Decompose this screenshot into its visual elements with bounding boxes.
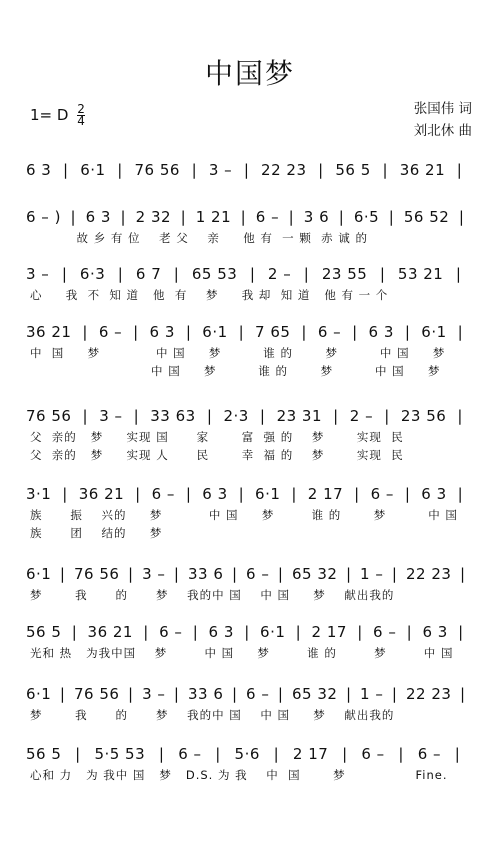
- measure: 6 –: [98, 323, 123, 341]
- measure: 2 17: [307, 485, 344, 503]
- notes-row: [26, 158, 474, 182]
- barline: |: [342, 745, 348, 763]
- barline: |: [238, 485, 245, 503]
- barline: |: [345, 565, 352, 583]
- measure: 6·1: [26, 565, 52, 583]
- lyric-line: 心和 力 为 我中 国 梦 D.S. 为 我 中 国 梦 Fine.: [30, 768, 448, 782]
- barline: |: [173, 685, 180, 703]
- barline: |: [59, 565, 66, 583]
- measure: 6 –: [417, 745, 442, 763]
- measure: 5·6: [234, 745, 260, 763]
- notes-row: [26, 320, 474, 344]
- barline: |: [384, 407, 390, 425]
- measure: 56 52: [403, 208, 450, 226]
- barline: |: [338, 208, 345, 226]
- measure: 6 –: [159, 623, 183, 641]
- measure: 3 –: [142, 685, 166, 703]
- score-system: [26, 620, 474, 662]
- measure: 2 –: [267, 265, 292, 283]
- measure: 56 5: [26, 745, 62, 763]
- measure: 6 3: [202, 485, 228, 503]
- measure: 6 3: [149, 323, 175, 341]
- measure: 6 3: [368, 323, 394, 341]
- barline: |: [391, 565, 398, 583]
- measure: 2 32: [135, 208, 172, 226]
- barline: |: [357, 623, 363, 641]
- measure: 6·1: [260, 623, 286, 641]
- barline: |: [345, 685, 352, 703]
- notes-row: [26, 682, 474, 706]
- measure: 2 17: [311, 623, 347, 641]
- measure: 1 –: [360, 565, 384, 583]
- barline: |: [173, 265, 180, 283]
- barline: |: [127, 565, 134, 583]
- notes-row: [26, 482, 474, 506]
- measure: 65 32: [291, 565, 338, 583]
- measure: 6 3: [26, 161, 52, 179]
- measure: 6 –: [373, 623, 397, 641]
- key-signature: [30, 104, 85, 127]
- barline: |: [185, 323, 192, 341]
- lyric-line: 族 振 兴的 梦 中 国 梦 谁 的 梦 中 国: [30, 508, 458, 522]
- barline: |: [173, 565, 180, 583]
- notes-row: [26, 562, 474, 586]
- barline: |: [406, 623, 413, 641]
- measure: 6·5: [353, 208, 380, 226]
- composer: 刘北休 曲: [413, 123, 472, 139]
- barline: |: [180, 208, 187, 226]
- barline: |: [143, 623, 149, 641]
- measure: 6 –: [370, 485, 394, 503]
- barline: |: [277, 685, 284, 703]
- measure: 1 –: [360, 685, 384, 703]
- measure: 6 3: [421, 485, 447, 503]
- measure: 56 5: [26, 623, 62, 641]
- measure: 76 56: [26, 407, 72, 425]
- measure: 36 21: [87, 623, 133, 641]
- barline: |: [288, 208, 295, 226]
- barline: |: [127, 685, 134, 703]
- barline: |: [135, 485, 141, 503]
- notes-row: [26, 205, 474, 229]
- barline: |: [352, 323, 358, 341]
- barline: |: [244, 623, 250, 641]
- barline: |: [231, 685, 238, 703]
- barline: |: [457, 323, 464, 341]
- measure: 6 3: [422, 623, 448, 641]
- barline: |: [454, 745, 461, 763]
- notes-row: [26, 404, 474, 428]
- barline: |: [277, 565, 284, 583]
- barline: |: [404, 485, 411, 503]
- barline: |: [459, 565, 466, 583]
- measure: 3 –: [142, 565, 166, 583]
- barline: |: [455, 265, 462, 283]
- notes-row: [26, 620, 474, 644]
- measure: 2 –: [349, 407, 374, 425]
- lyric-line: 中 国 梦 中 国 梦 谁 的 梦 中 国 梦: [30, 346, 446, 360]
- barline: |: [71, 623, 78, 641]
- barline: |: [120, 208, 127, 226]
- measure: 3 –: [26, 265, 50, 283]
- score-system: [26, 562, 474, 604]
- measure: 6 –: [246, 565, 270, 583]
- score-system: [26, 262, 474, 304]
- barline: |: [457, 407, 463, 425]
- time-signature: [77, 104, 85, 127]
- notes-row: [26, 742, 474, 766]
- barline: |: [379, 265, 386, 283]
- barline: |: [391, 685, 398, 703]
- measure: 7 65: [255, 323, 291, 341]
- barline: |: [295, 623, 302, 641]
- barline: |: [259, 407, 266, 425]
- score-system: [26, 482, 474, 542]
- barline: |: [333, 407, 339, 425]
- barline: |: [238, 323, 245, 341]
- barline: |: [61, 265, 68, 283]
- time-top: 2: [77, 102, 85, 116]
- measure: 2·3: [223, 407, 249, 425]
- barline: |: [291, 485, 297, 503]
- barline: |: [117, 265, 124, 283]
- measure: 6·1: [255, 485, 281, 503]
- barline: |: [404, 323, 411, 341]
- lyric-line: 心 我 不 知 道 他 有 梦 我 却 知 道 他 有 一 个: [30, 288, 389, 302]
- lyric-line: 中 国 梦 谁 的 梦 中 国 梦: [30, 364, 441, 378]
- measure: 53 21: [397, 265, 444, 283]
- barline: |: [240, 208, 247, 226]
- measure: 23 31: [276, 407, 323, 425]
- measure: 6·3: [79, 265, 106, 283]
- barline: |: [185, 485, 192, 503]
- measure: 6 –: [151, 485, 175, 503]
- measure: 6·1: [26, 685, 52, 703]
- credits: [414, 98, 472, 142]
- lyric-line: 父 亲的 梦 实现 人 民 幸 福 的 梦 实现 民: [30, 448, 404, 462]
- measure: 22 23: [405, 565, 452, 583]
- measure: 6·1: [202, 323, 228, 341]
- measure: 6 – ): [26, 208, 61, 226]
- barline: |: [133, 323, 139, 341]
- measure: 23 56: [400, 407, 447, 425]
- measure: 3 –: [208, 161, 233, 179]
- measure: 3·1: [26, 485, 52, 503]
- measure: 6 3: [208, 623, 234, 641]
- barline: |: [382, 161, 389, 179]
- lyric-line: 光和 热 为我中国 梦 中 国 梦 谁 的 梦 中 国: [30, 646, 454, 660]
- measure: 5·5 53: [94, 745, 146, 763]
- measure: 65 32: [291, 685, 338, 703]
- barline: |: [206, 407, 213, 425]
- measure: 6 –: [246, 685, 270, 703]
- lyric-line: 梦 我 的 梦 我的中 国 中 国 梦 献出我的: [30, 708, 395, 722]
- measure: 36 21: [78, 485, 125, 503]
- measure: 6 7: [135, 265, 162, 283]
- barline: |: [75, 745, 81, 763]
- measure: 33 63: [150, 407, 196, 425]
- barline: |: [318, 161, 324, 179]
- lyricist: 张国伟 词: [413, 101, 472, 117]
- measure: 6 –: [361, 745, 385, 763]
- measure: 76 56: [73, 685, 120, 703]
- barline: |: [215, 745, 221, 763]
- barline: |: [117, 161, 123, 179]
- measure: 3 –: [99, 407, 123, 425]
- barline: |: [458, 208, 465, 226]
- measure: 22 23: [261, 161, 307, 179]
- measure: 76 56: [134, 161, 180, 179]
- score-system: [26, 682, 474, 724]
- measure: 2 17: [292, 745, 329, 763]
- lyric-line: 梦 我 的 梦 我的中 国 中 国 梦 献出我的: [30, 588, 395, 602]
- barline: |: [301, 323, 307, 341]
- barline: |: [398, 745, 404, 763]
- barline: |: [191, 161, 198, 179]
- barline: |: [82, 323, 88, 341]
- lyric-line: 族 团 结的 梦: [30, 526, 163, 540]
- score-system: [26, 404, 474, 464]
- barline: |: [456, 161, 463, 179]
- barline: |: [388, 208, 395, 226]
- measure: 33 6: [188, 685, 224, 703]
- song-title: 中国梦: [204, 57, 295, 90]
- measure: 6 3: [85, 208, 111, 226]
- measure: 22 23: [405, 685, 452, 703]
- measure: 36 21: [399, 161, 446, 179]
- barline: |: [133, 407, 140, 425]
- measure: 3 6: [303, 208, 330, 226]
- barline: |: [70, 208, 77, 226]
- measure: 65 53: [191, 265, 238, 283]
- time-bottom: 4: [77, 114, 85, 128]
- measure: 23 55: [321, 265, 368, 283]
- lyric-line: 父 亲的 梦 实现 国 家 富 强 的 梦 实现 民: [30, 430, 404, 444]
- barline: |: [82, 407, 89, 425]
- measure: 76 56: [73, 565, 120, 583]
- measure: 1 21: [195, 208, 232, 226]
- barline: |: [192, 623, 199, 641]
- barline: |: [243, 161, 250, 179]
- barline: |: [231, 565, 238, 583]
- score-system: [26, 320, 474, 380]
- measure: 6·1: [421, 323, 447, 341]
- barline: |: [249, 265, 256, 283]
- score-system: [26, 158, 474, 182]
- lyric-line: 故 乡 有 位 老 父 亲 他 有 一 颗 赤 诚 的: [30, 231, 368, 245]
- key-label: 1= D: [30, 106, 69, 124]
- barline: |: [457, 485, 464, 503]
- measure: 36 21: [26, 323, 72, 341]
- measure: 6 –: [178, 745, 202, 763]
- notes-row: [26, 262, 474, 286]
- barline: |: [354, 485, 360, 503]
- barline: |: [459, 685, 466, 703]
- barline: |: [458, 623, 464, 641]
- measure: 6·1: [80, 161, 106, 179]
- score-system: [26, 742, 474, 784]
- barline: |: [59, 685, 66, 703]
- measure: 33 6: [188, 565, 224, 583]
- measure: 56 5: [335, 161, 371, 179]
- barline: |: [63, 161, 69, 179]
- barline: |: [303, 265, 310, 283]
- measure: 6 –: [255, 208, 280, 226]
- barline: |: [273, 745, 280, 763]
- measure: 6 –: [317, 323, 342, 341]
- barline: |: [62, 485, 68, 503]
- score-system: [26, 205, 474, 247]
- barline: |: [158, 745, 165, 763]
